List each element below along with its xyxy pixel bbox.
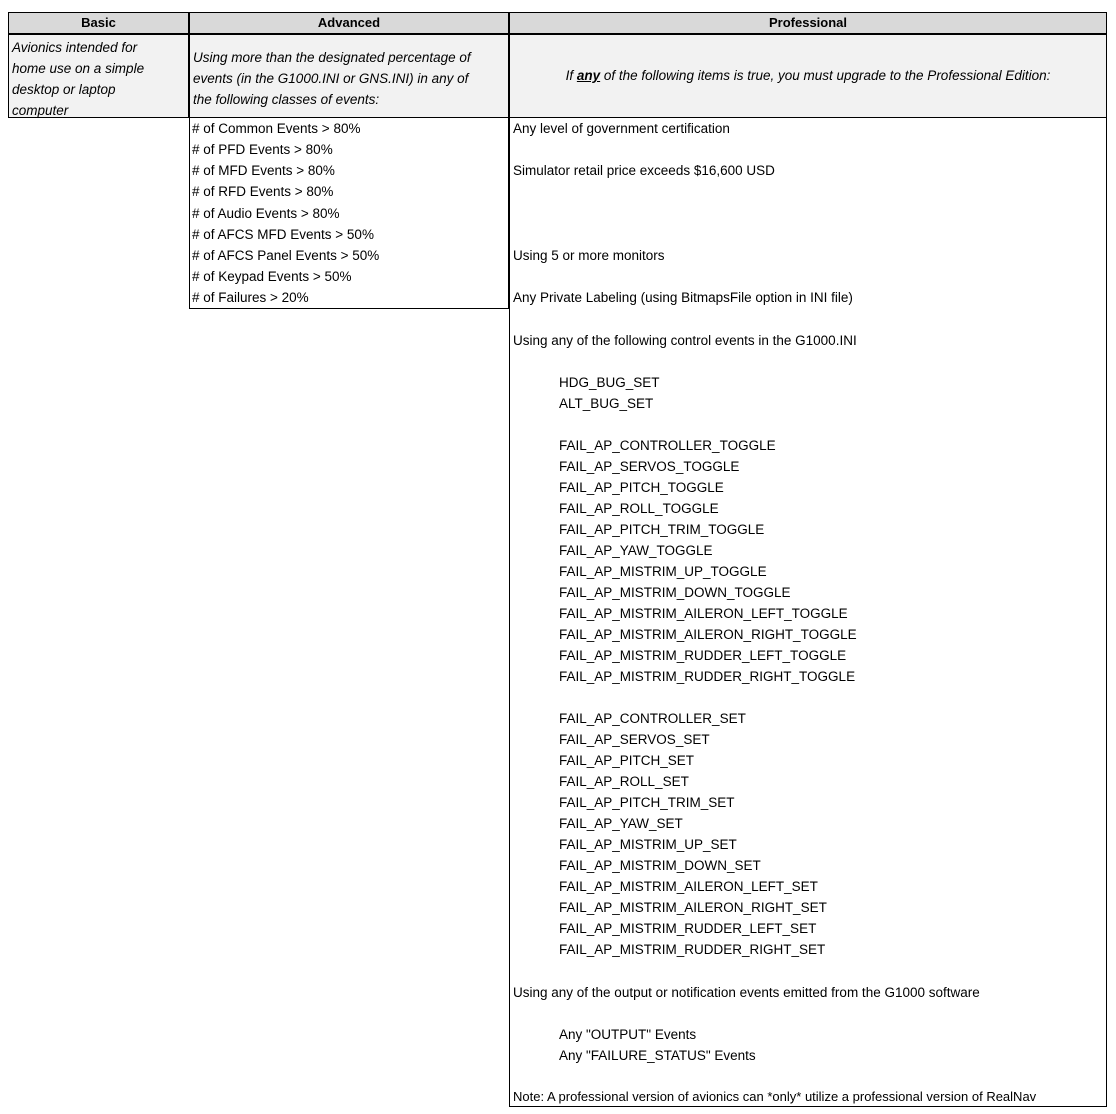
event-name: FAIL_AP_YAW_TOGGLE: [559, 543, 713, 558]
event-name: FAIL_AP_ROLL_SET: [559, 774, 689, 789]
event-name: FAIL_AP_MISTRIM_DOWN_TOGGLE: [559, 585, 791, 600]
advanced-item: # of AFCS Panel Events > 50%: [192, 248, 380, 263]
advanced-item: # of MFD Events > 80%: [192, 163, 335, 178]
advanced-item: # of AFCS MFD Events > 50%: [192, 227, 374, 242]
header-basic: Basic: [8, 12, 189, 34]
event-name: FAIL_AP_SERVOS_SET: [559, 732, 710, 747]
header-advanced: Advanced: [189, 12, 509, 34]
event-name: FAIL_AP_MISTRIM_AILERON_LEFT_TOGGLE: [559, 606, 848, 621]
professional-item-control-events: Using any of the following control events in the G1000.INI: [513, 333, 857, 348]
event-name: FAIL_AP_MISTRIM_RUDDER_LEFT_TOGGLE: [559, 648, 847, 663]
event-name: FAIL_AP_MISTRIM_RUDDER_LEFT_SET: [559, 921, 817, 936]
event-name: FAIL_AP_SERVOS_TOGGLE: [559, 459, 740, 474]
basic-desc-line: Avionics intended for: [12, 40, 138, 55]
advanced-desc-line: Using more than the designated percentage of: [193, 50, 471, 65]
professional-item-labeling: Any Private Labeling (using BitmapsFile option in INI file): [513, 290, 853, 305]
event-name: HDG_BUG_SET: [559, 375, 660, 390]
event-name: FAIL_AP_PITCH_SET: [559, 753, 695, 768]
professional-item-price: Simulator retail price exceeds $16,600 USD: [513, 163, 775, 178]
professional-description: [509, 34, 1107, 118]
event-name: Any "FAILURE_STATUS" Events: [559, 1048, 756, 1063]
professional-note: Note: A professional version of avionics can *only* utilize a professional version of RealNav: [513, 1089, 1037, 1104]
professional-item-monitors: Using 5 or more monitors: [513, 248, 665, 263]
event-name: FAIL_AP_MISTRIM_RUDDER_RIGHT_TOGGLE: [559, 669, 856, 684]
event-name: FAIL_AP_PITCH_TRIM_TOGGLE: [559, 522, 765, 537]
event-name: FAIL_AP_PITCH_TOGGLE: [559, 480, 724, 495]
basic-description: [8, 34, 189, 118]
event-name: Any "OUTPUT" Events: [559, 1027, 697, 1042]
event-name: FAIL_AP_PITCH_TRIM_SET: [559, 795, 735, 810]
basic-desc-line: computer: [12, 103, 69, 118]
header-professional: Professional: [509, 12, 1107, 34]
advanced-desc-line: events (in the G1000.INI or GNS.INI) in any of: [193, 71, 469, 86]
event-name: ALT_BUG_SET: [559, 396, 654, 411]
advanced-item: # of Audio Events > 80%: [192, 206, 340, 221]
event-name: FAIL_AP_MISTRIM_UP_TOGGLE: [559, 564, 767, 579]
advanced-item: # of Failures > 20%: [192, 290, 309, 305]
event-name: FAIL_AP_MISTRIM_AILERON_RIGHT_TOGGLE: [559, 627, 857, 642]
professional-desc-before: If: [565, 68, 577, 83]
event-name: FAIL_AP_MISTRIM_DOWN_SET: [559, 858, 761, 873]
basic-desc-line: home use on a simple: [12, 61, 145, 76]
advanced-description: [189, 34, 509, 118]
basic-desc-line: desktop or laptop: [12, 82, 116, 97]
professional-item-certification: Any level of government certification: [513, 121, 730, 136]
advanced-item: # of PFD Events > 80%: [192, 142, 333, 157]
professional-item-output: Using any of the output or notification events emitted from the G1000 software: [513, 985, 980, 1000]
event-name: FAIL_AP_MISTRIM_RUDDER_RIGHT_SET: [559, 942, 826, 957]
event-name: FAIL_AP_MISTRIM_AILERON_RIGHT_SET: [559, 900, 827, 915]
event-name: FAIL_AP_ROLL_TOGGLE: [559, 501, 719, 516]
event-name: FAIL_AP_CONTROLLER_SET: [559, 711, 746, 726]
event-name: FAIL_AP_CONTROLLER_TOGGLE: [559, 438, 776, 453]
professional-desc-after: of the following items is true, you must upgrade to the Professional Edition:: [600, 68, 1051, 83]
advanced-item: # of Common Events > 80%: [192, 121, 361, 136]
advanced-desc-line: the following classes of events:: [193, 92, 380, 107]
professional-items-box: [509, 118, 1107, 1107]
event-name: FAIL_AP_MISTRIM_UP_SET: [559, 837, 737, 852]
event-name: FAIL_AP_MISTRIM_AILERON_LEFT_SET: [559, 879, 818, 894]
event-name: FAIL_AP_YAW_SET: [559, 816, 683, 831]
advanced-items-box: [189, 118, 509, 309]
advanced-item: # of Keypad Events > 50%: [192, 269, 352, 284]
professional-desc-emphasis: any: [576, 68, 601, 83]
advanced-item: # of RFD Events > 80%: [192, 184, 334, 199]
